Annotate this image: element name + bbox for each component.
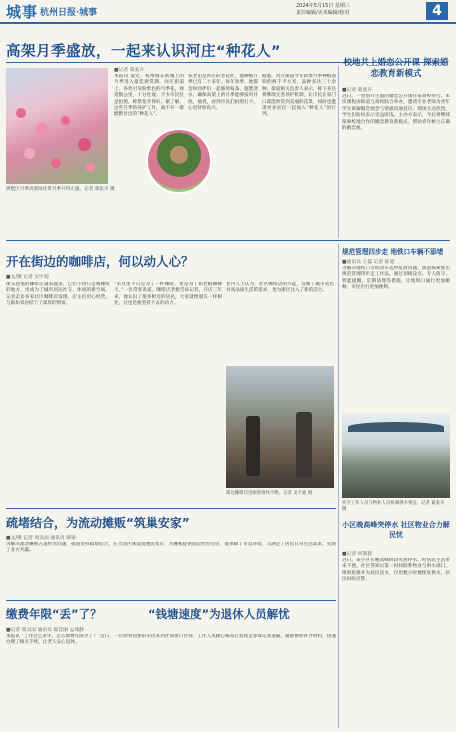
tail-rule	[6, 600, 336, 601]
market-photo	[342, 414, 450, 498]
column-rule-right	[338, 244, 339, 728]
issue-date: 2024年5月15日 星期三	[296, 3, 350, 9]
vendor-byline: ■文/摄 记者 周吴雨 通讯员 韩梁	[6, 536, 76, 541]
lead-headline: 高架月季盛放，一起来认识河庄“种花人”	[6, 44, 282, 60]
tail-headline-2: “钱塘速度”为退休人员解忧	[148, 607, 290, 621]
cafe-photo-caption: 街边咖啡店里顾客络绎不绝。记者 吴宇迪 摄	[226, 491, 313, 496]
column-rule	[338, 66, 339, 238]
vendor-text: 为解决流动摊贩占道经营问题，街道坚持疏堵结合，在合适区域设置便民集市，为摊贩提供固定经营点位，既保障了市容环境，又满足了居民日常生活需求，实现了多方共赢。	[6, 542, 336, 554]
side-headline: 校地共上婚恋公开课 探索婚恋教育新模式	[343, 58, 449, 79]
page-number: 4	[426, 2, 448, 20]
cafe-text-col1: 街头巷尾的咖啡店越来越多，它们不再只是喝咖啡的地方，更成为了城市居民社交、休闲的新空间。记者走访多家社区咖啡店发现，店主们用心经营，与街坊邻居结下了深厚的情谊。	[6, 282, 110, 307]
issue-info	[296, 3, 416, 17]
lead-photo-caption: 拱墅区月季高架绿化带月季开得正盛。记者 葛张卉 摄	[6, 187, 115, 192]
cafe-byline: ■文/摄 记者 吴宇迪	[6, 275, 49, 280]
regulate-headline: 规范管理四步走 地铁口车辆不添堵	[342, 248, 444, 256]
regulate-text: 为解决地铁口非机动车乱停乱放问题，街道探索推出规范管理四步走工作法，通过划线设点、专人值守、智能提醒、定期清理等措施，让地铁口通行更加顺畅，市民出行更加便利。	[342, 266, 450, 291]
market-photo-caption: 社区工作人员与物业人员协调供水事宜。记者 葛张卉 摄	[342, 501, 445, 512]
lead-text-col1: 本报讯 最近，杭州城东新城上的月季进入最佳观赏期。河庄街道上，各处可见粉紫色的月季花，绵延数公里，十分壮观。不少市民驻足拍照，称赞花开得好。据了解，这些月季的养护工作，离不开一群默默付出的“种花人”。	[114, 74, 184, 118]
cafe-text-col2: “来这里不只是为了一杯咖啡，更是为了和老板聊聊天。”一位常客说道。咖啡店老板告诉记者，开店三年来，他认识了很多附近的居民，大家就像朋友一样相处，这也是他坚持下去的动力。	[114, 282, 222, 307]
paper-name: 杭州日报·城事	[40, 8, 98, 18]
lead-text-col3: 据悉，河庄街道今年新增月季种植面积约两千平方米，品种多达三十余种。街道相关负责人表示，接下来还将继续完善养护机制，让市民在家门口就能欣赏到美丽的花景，同时也邀请更多居民一起加入“种花人”的行列。	[262, 74, 336, 118]
regulate-byline: ■通讯员 王磊 记者 陈旭	[342, 260, 395, 265]
issue-editors: 责任编辑/美术编辑/校对	[296, 10, 350, 16]
lead-text-col2: 张老伯是河庄的老花匠，他种植月季已有二十多年。每年春季，他都会和同伴们一起修剪枝条、施肥浇水，确保高架上的月季能够按时开放。他说，看到市民们拍照打卡，心里特别高兴。	[188, 74, 258, 112]
cafe-photo	[226, 366, 334, 488]
tail-headline-1: 缴费年限“丢”了？	[6, 607, 102, 621]
rose-flyover-photo	[6, 68, 108, 184]
cafe-headline: 开在街边的咖啡店，何以动人心？	[6, 254, 194, 269]
tail-text: 本报讯 “工作这么多年，怎么缴费年限少了？”近日，一位即将退休的市民来到社保窗口咨询。工作人员耐心核查后发现是参保记录遗漏，随即协助补齐材料，快速办理了相关手续，让老人安心退休。	[6, 634, 336, 646]
side-text: 近日，一堂别开生面的婚恋公开课在某高校举行。本次课程由街道与高校联合举办，邀请专业老师为青年学生讲解婚恋观念与情感沟通技巧，现场互动热烈，学生们纷纷表示受益匪浅。主办方表示，今后将继续探索校地合作的婚恋教育新模式，帮助青年树立正确的婚恋观。	[342, 94, 450, 132]
market-text: 近日，某小区在晚高峰时段突然停水，给居民生活带来不便。社区得知后第一时间联系物业与供水部门，组织抢修并为居民送水，仅用数小时便恢复供水，居民纷纷点赞。	[342, 558, 450, 583]
section-rule	[6, 240, 450, 241]
section-title: 城事	[6, 3, 39, 21]
market-byline: ■记者 何斯晨	[342, 552, 373, 557]
cafe-text-col3: 业内人士认为，社区咖啡店的兴起，反映了城市居民对高品质生活的追求，也为街区注入了新的活力。	[226, 282, 334, 294]
masthead	[0, 0, 456, 24]
gardener-photo	[146, 128, 212, 194]
vendor-headline: 疏堵结合，为流动摊贩“筑巢安家”	[6, 516, 190, 530]
vendor-rule	[6, 508, 336, 509]
tail-byline: ■记者 周吴雨 通讯员 陈佳丽 孟琦静	[6, 628, 84, 633]
lead-byline: ■记者 葛张卉	[114, 68, 145, 73]
side-byline: ■记者 葛张卉	[342, 88, 373, 93]
market-headline: 小区晚高峰突停水 社区物业合力解民忧	[342, 521, 450, 539]
